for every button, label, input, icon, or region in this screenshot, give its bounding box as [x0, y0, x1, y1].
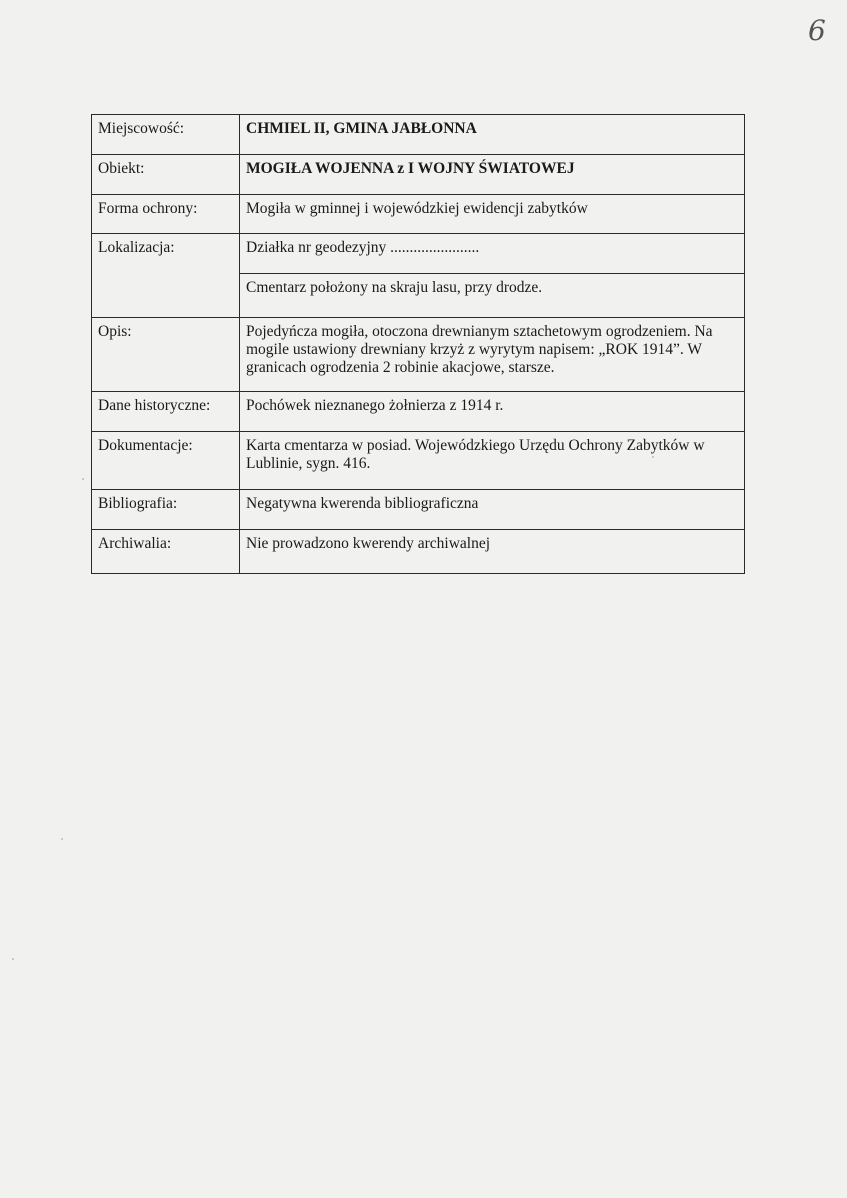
row-dokumentacje	[92, 432, 745, 490]
paper-speck	[61, 838, 63, 840]
value-forma-ochrony: Mogiła w gminnej i wojewódzkiej ewidencji zabytków	[240, 195, 745, 234]
monument-record-table	[91, 114, 745, 574]
label-dokumentacje: Dokumentacje:	[92, 432, 240, 490]
label-obiekt: Obiekt:	[92, 155, 240, 195]
paper-speck	[652, 456, 654, 458]
value-dokumentacje: Karta cmentarza w posiad. Wojewódzkiego Urzędu Ochrony Zabytków w Lublinie, sygn. 416.	[240, 432, 745, 490]
row-forma-ochrony	[92, 195, 745, 234]
value-bibliografia: Negatywna kwerenda bibliograficzna	[240, 490, 745, 530]
label-miejscowosc: Miejscowość:	[92, 115, 240, 155]
label-archiwalia: Archiwalia:	[92, 530, 240, 574]
label-opis: Opis:	[92, 318, 240, 392]
label-dane-historyczne: Dane historyczne:	[92, 392, 240, 432]
value-archiwalia: Nie prowadzono kwerendy archiwalnej	[240, 530, 745, 574]
value-obiekt: MOGIŁA WOJENNA z I WOJNY ŚWIATOWEJ	[240, 155, 745, 195]
value-lokalizacja-opis: Cmentarz położony na skraju lasu, przy drodze.	[240, 274, 745, 318]
page-number: 6	[808, 14, 826, 47]
row-miejscowosc	[92, 115, 745, 155]
row-dane-historyczne	[92, 392, 745, 432]
row-bibliografia	[92, 490, 745, 530]
paper-speck	[82, 478, 84, 480]
row-obiekt	[92, 155, 745, 195]
row-lokalizacja	[92, 234, 745, 274]
row-archiwalia	[92, 530, 745, 574]
label-bibliografia: Bibliografia:	[92, 490, 240, 530]
label-forma-ochrony: Forma ochrony:	[92, 195, 240, 234]
label-lokalizacja: Lokalizacja:	[92, 234, 240, 318]
value-opis: Pojedyńcza mogiła, otoczona drewnianym sztachetowym ogrodzeniem. Na mogile ustawiony drewniany krzyż z wyrytym napisem: „ROK 1914”. W granicach ogrodzenia 2 robinie akacjowe, starsze.	[240, 318, 745, 392]
paper-speck	[12, 958, 14, 960]
value-dane-historyczne: Pochówek nieznanego żołnierza z 1914 r.	[240, 392, 745, 432]
value-lokalizacja-dzialka: Działka nr geodezyjny .......................	[240, 234, 745, 274]
value-miejscowosc: CHMIEL II, GMINA JABŁONNA	[240, 115, 745, 155]
row-opis	[92, 318, 745, 392]
